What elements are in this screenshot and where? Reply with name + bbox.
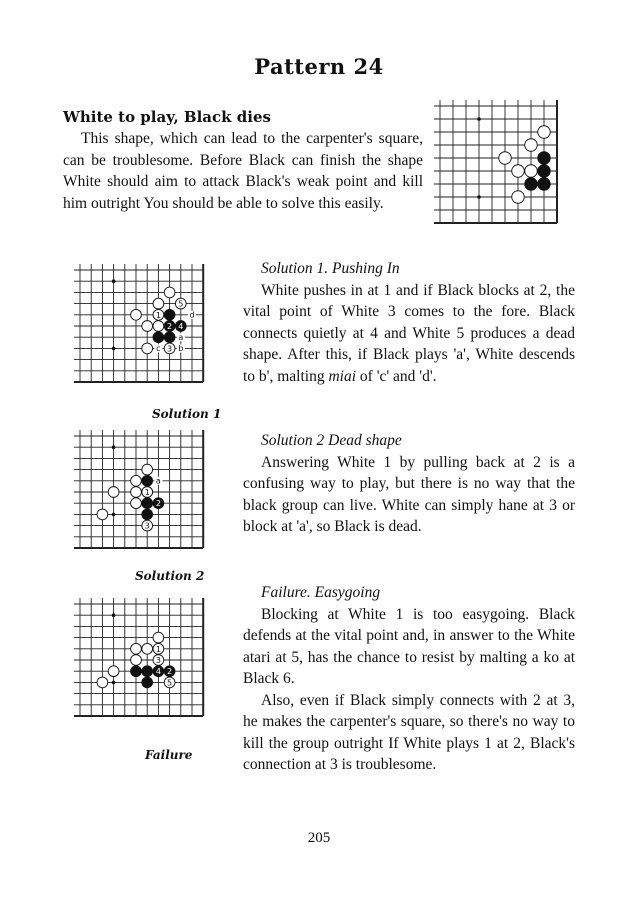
- white-stone: [97, 509, 108, 520]
- white-stone: [538, 126, 550, 138]
- stone-number: 5: [167, 678, 173, 688]
- white-stone: [131, 655, 142, 666]
- star-point: [112, 613, 116, 617]
- white-stone: [97, 677, 108, 688]
- point-letter: d: [189, 310, 195, 320]
- problem-subtitle: White to play, Black dies: [63, 108, 271, 126]
- solution1-text-a: White pushes in at 1 and if Black blocks at 2, the vital point of White 3 comes to the fore. Black connects quietly at 4 and White 5 produces a dead shape. After this, if Black plays 'a', White descends to b', malting: [243, 281, 575, 385]
- black-stone: [164, 309, 175, 320]
- white-stone: [131, 475, 142, 486]
- stone-number: 3: [167, 344, 173, 354]
- white-stone: [131, 487, 142, 498]
- white-stone: [164, 287, 175, 298]
- star-point: [112, 445, 116, 449]
- black-stone: [525, 178, 537, 190]
- stone-number: 4: [178, 321, 184, 331]
- point-letter: b: [178, 344, 184, 354]
- white-stone: [142, 321, 153, 332]
- failure-para1: Blocking at White 1 is too easygoing. Black defends at the vital point and, in answer to the White atari at 5, has the chance to resist by malting a ko at Black 6.: [243, 605, 575, 687]
- page-number: 205: [307, 830, 331, 846]
- solution1-text-b: of 'c' and 'd'.: [356, 367, 437, 385]
- solution1-board: [70, 262, 250, 402]
- black-stone: [142, 677, 153, 688]
- black-stone: [131, 666, 142, 677]
- intro-paragraph: This shape, which can lead to the carpenter's square, can be troublesome. Before Black can finish the shape White should aim to attack Black's weak point and kill him outright You should be able to solve this easily.: [63, 130, 423, 212]
- failure-para2: Also, even if Black simply connects with 2 at 3, he makes the carpenter's square, so there's no way to kill the group outright If White plays 1 at 2, Black's connection at 3 is troublesome.: [243, 691, 575, 773]
- star-point: [477, 117, 481, 121]
- stone-number: 1: [144, 487, 150, 497]
- black-stone: [142, 509, 153, 520]
- problem-board: [430, 98, 568, 230]
- black-stone: [164, 332, 175, 343]
- stone-number: 1: [155, 310, 161, 320]
- black-stone: [142, 498, 153, 509]
- white-stone: [499, 152, 511, 164]
- white-stone: [131, 498, 142, 509]
- white-stone: [108, 666, 119, 677]
- solution2-board: [70, 428, 250, 568]
- solution1-text: [243, 280, 575, 388]
- solution1-miai: miai: [328, 367, 357, 385]
- white-stone: [525, 165, 537, 177]
- black-stone: [538, 165, 550, 177]
- white-stone: [142, 343, 153, 354]
- white-stone: [153, 298, 164, 309]
- stone-number: 3: [144, 521, 150, 531]
- stone-number: 2: [167, 321, 173, 331]
- white-stone: [153, 632, 164, 643]
- solution2-text: Answering White 1 by pulling back at 2 is a confusing way to play, but there is no way that the black group can live. White can simply hane at 3 or block at 'a', so Black is dead.: [243, 453, 575, 535]
- star-point: [112, 279, 116, 283]
- white-stone: [525, 139, 537, 151]
- solution2-caption: Solution 2: [135, 569, 205, 583]
- white-stone: [131, 309, 142, 320]
- point-letter: c: [156, 344, 161, 354]
- black-stone: [153, 332, 164, 343]
- point-letter: a: [155, 476, 161, 486]
- white-stone: [512, 165, 524, 177]
- solution2-heading: Solution 2 Dead shape: [261, 432, 402, 449]
- black-stone: [538, 178, 550, 190]
- stone-number: 2: [167, 667, 173, 677]
- white-stone: [108, 487, 119, 498]
- solution1-heading: Solution 1. Pushing In: [261, 260, 400, 277]
- star-point: [112, 347, 116, 351]
- star-point: [112, 681, 116, 685]
- failure-section: [243, 582, 575, 776]
- failure-caption: Failure: [145, 748, 193, 762]
- solution1-caption: Solution 1: [152, 407, 222, 421]
- stone-number: 3: [155, 655, 161, 665]
- stone-number: 2: [155, 499, 161, 509]
- failure-heading: Failure. Easygoing: [261, 584, 381, 601]
- failure-board: [70, 596, 250, 736]
- white-stone: [142, 464, 153, 475]
- star-point: [112, 513, 116, 517]
- white-stone: [142, 643, 153, 654]
- intro-text: [63, 128, 423, 214]
- page-title: Pattern 24: [254, 54, 384, 79]
- solution1-section: [243, 258, 575, 387]
- point-letter: a: [178, 332, 184, 342]
- black-stone: [538, 152, 550, 164]
- white-stone: [131, 643, 142, 654]
- white-stone: [153, 321, 164, 332]
- black-stone: [142, 666, 153, 677]
- stone-number: 5: [178, 299, 184, 309]
- solution2-section: [243, 430, 575, 538]
- stone-number: 1: [155, 644, 161, 654]
- stone-number: 4: [155, 667, 161, 677]
- star-point: [477, 195, 481, 199]
- black-stone: [142, 475, 153, 486]
- white-stone: [512, 191, 524, 203]
